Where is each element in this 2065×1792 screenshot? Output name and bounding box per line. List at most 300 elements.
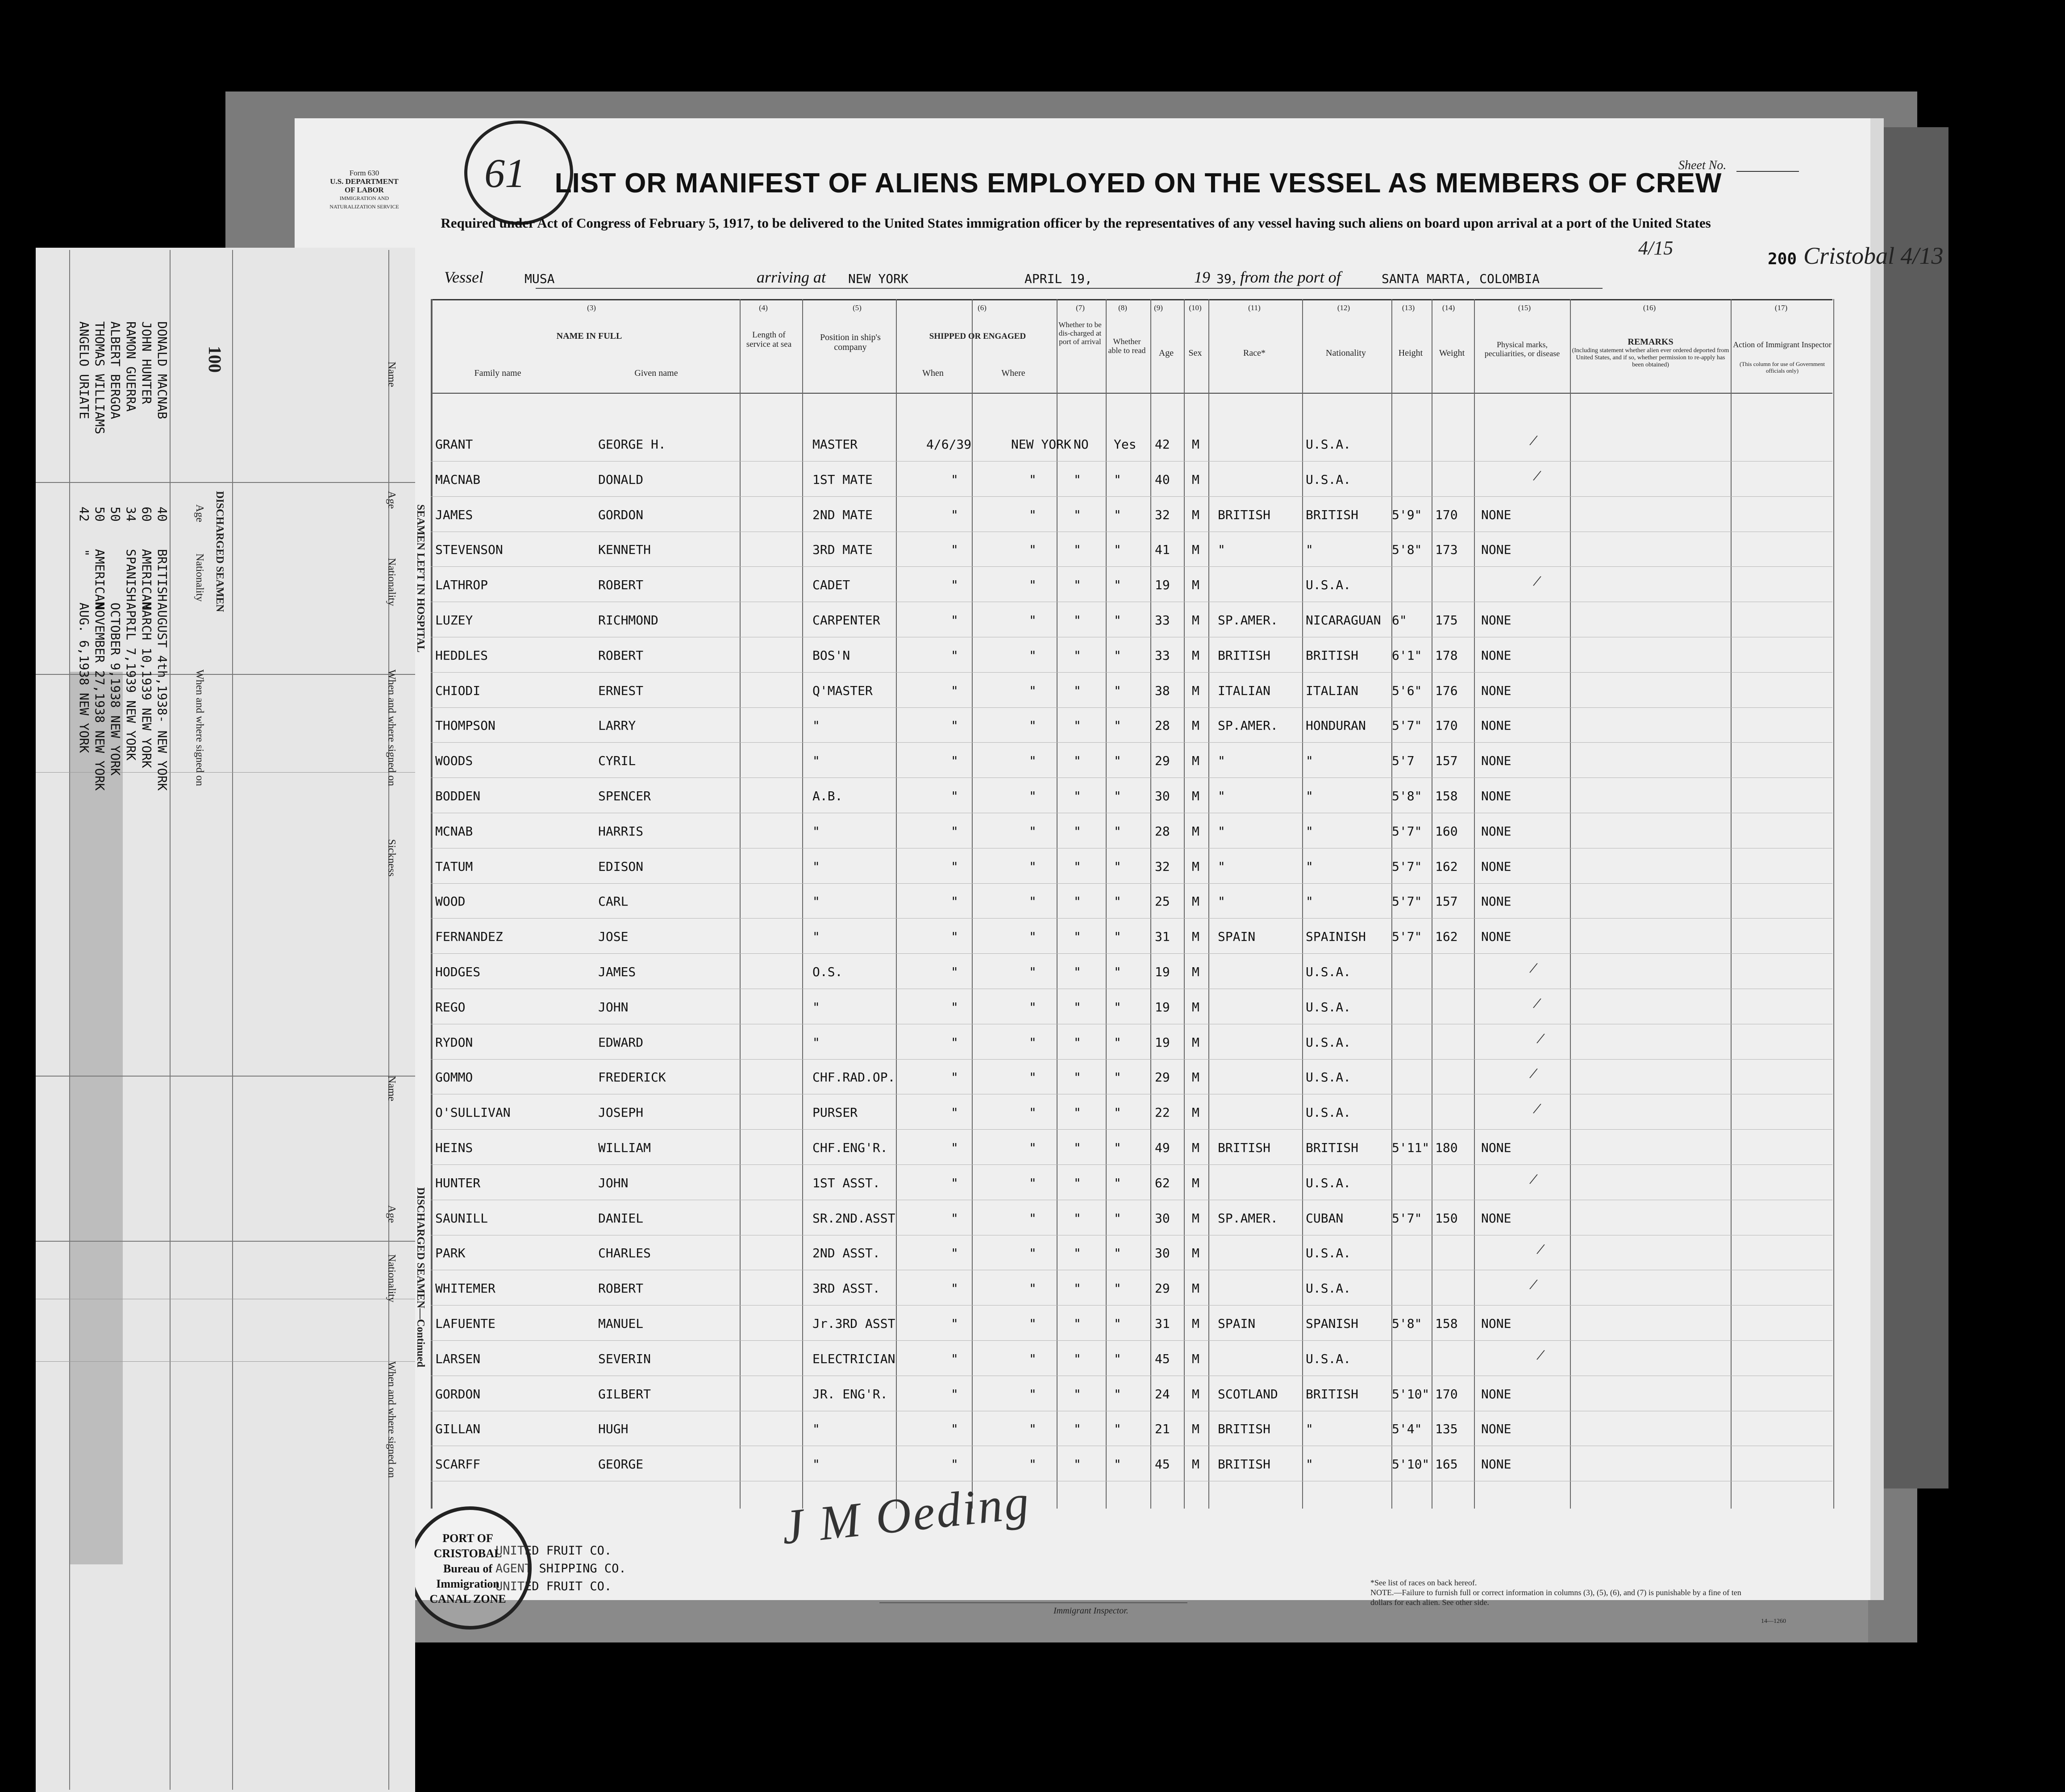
row-rule <box>431 566 1832 567</box>
crew-able-read: " <box>1114 789 1121 803</box>
crew-shipped-where: NEW YORK <box>1011 437 1071 452</box>
crew-race: BRITISH <box>1218 1140 1271 1155</box>
crew-able-read: " <box>1114 1105 1121 1120</box>
crew-shipped-where: " <box>1029 1422 1037 1436</box>
crew-position: MASTER <box>812 437 858 452</box>
crew-sex: M <box>1192 1105 1199 1120</box>
col-where: Where <box>1001 368 1025 378</box>
crew-shipped-where: " <box>1029 1457 1037 1472</box>
crew-age: 32 <box>1155 507 1170 522</box>
crew-able-read: " <box>1114 753 1121 768</box>
crew-shipped-where: " <box>1029 753 1037 768</box>
crew-given-name: CARL <box>598 894 629 909</box>
crew-position: CADET <box>812 578 850 592</box>
crew-family-name: WOOD <box>435 894 466 909</box>
crew-nationality: " <box>1306 1457 1313 1472</box>
crew-race: SCOTLAND <box>1218 1387 1278 1401</box>
crew-height: 5'7" <box>1392 859 1422 874</box>
crew-given-name: DANIEL <box>598 1211 644 1226</box>
hospital-col-age: Age <box>386 491 397 509</box>
form-department-block <box>329 169 400 211</box>
crew-physical: NONE <box>1481 718 1511 733</box>
crew-shipped-where: " <box>1029 542 1037 557</box>
crew-weight: 135 <box>1435 1422 1458 1436</box>
col-num-14: (14) <box>1442 304 1455 312</box>
crew-position: 3RD MATE <box>812 542 873 557</box>
crew-shipped-where: " <box>1029 1105 1037 1120</box>
crew-sex: M <box>1192 965 1199 979</box>
crew-discharged: " <box>1074 1457 1081 1472</box>
crew-given-name: JOSEPH <box>598 1105 644 1120</box>
discharged-signed: APRIL 7,1939 NEW YORK <box>124 603 138 761</box>
crew-sex: M <box>1192 789 1199 803</box>
crew-shipped-where: " <box>1029 1387 1037 1401</box>
crew-discharged: " <box>1074 929 1081 944</box>
crew-sex: M <box>1192 1211 1199 1226</box>
col-num-4: (4) <box>759 304 768 312</box>
crew-weight: 173 <box>1435 542 1458 557</box>
crew-position: " <box>812 929 820 944</box>
crew-position: A.B. <box>812 789 843 803</box>
crew-physical: NONE <box>1481 1140 1511 1155</box>
arriving-label: arriving at <box>757 268 826 286</box>
crew-physical: NONE <box>1481 1316 1511 1331</box>
row-rule <box>431 1164 1832 1165</box>
crew-physical: NONE <box>1481 1211 1511 1226</box>
inspector-check-mark: / <box>1532 571 1543 591</box>
crew-position: 1ST MATE <box>812 472 873 487</box>
crew-age: 19 <box>1155 578 1170 592</box>
crew-height: 5'8" <box>1392 542 1422 557</box>
crew-shipped-where: " <box>1029 1246 1037 1260</box>
crew-nationality: BRITISH <box>1306 507 1359 522</box>
crew-family-name: LARSEN <box>435 1351 481 1366</box>
crew-given-name: EDISON <box>598 859 644 874</box>
crew-sex: M <box>1192 753 1199 768</box>
crew-age: 19 <box>1155 1000 1170 1014</box>
crew-able-read: " <box>1114 1140 1121 1155</box>
inspector-check-mark: / <box>1528 1275 1539 1294</box>
crew-age: 38 <box>1155 683 1170 698</box>
crew-shipped-where: " <box>1029 1211 1037 1226</box>
crew-height: 5'6" <box>1392 683 1422 698</box>
crew-given-name: KENNETH <box>598 542 651 557</box>
row-rule <box>431 742 1832 743</box>
crew-shipped-where: " <box>1029 1000 1037 1014</box>
crew-shipped-when: " <box>951 824 958 839</box>
crew-nationality: SPAINISH <box>1306 929 1366 944</box>
crew-shipped-where: " <box>1029 824 1037 839</box>
crew-nationality: " <box>1306 894 1313 909</box>
crew-race: " <box>1218 824 1225 839</box>
crew-race: BRITISH <box>1218 507 1271 522</box>
crew-nationality: BRITISH <box>1306 648 1359 663</box>
crew-given-name: CYRIL <box>598 753 636 768</box>
crew-physical: NONE <box>1481 507 1511 522</box>
crew-given-name: ERNEST <box>598 683 644 698</box>
crew-able-read: " <box>1114 1000 1121 1014</box>
crew-position: " <box>812 1000 820 1014</box>
crew-sex: M <box>1192 578 1199 592</box>
crew-shipped-when: " <box>951 1351 958 1366</box>
crew-given-name: LARRY <box>598 718 636 733</box>
crew-discharged: NO <box>1074 437 1089 452</box>
crew-nationality: BRITISH <box>1306 1140 1359 1155</box>
crew-physical: NONE <box>1481 929 1511 944</box>
inspector-signature: J M Oeding <box>779 1474 1033 1555</box>
crew-family-name: HUNTER <box>435 1176 481 1190</box>
crew-able-read: " <box>1114 578 1121 592</box>
col-num-15: (15) <box>1518 304 1531 312</box>
crew-family-name: FERNANDEZ <box>435 929 503 944</box>
crew-weight: 158 <box>1435 1316 1458 1331</box>
inspector-check-mark: / <box>1535 1345 1546 1365</box>
inspector-check-mark: / <box>1528 431 1539 450</box>
inspector-check-mark: / <box>1528 958 1539 978</box>
crew-given-name: RICHMOND <box>598 613 658 628</box>
continued-col-signed: When and where signed on <box>386 1361 397 1478</box>
crew-weight: 150 <box>1435 1211 1458 1226</box>
crew-shipped-where: " <box>1029 613 1037 628</box>
discharged-nationality: SPANISH <box>124 549 138 602</box>
crew-shipped-when: " <box>951 542 958 557</box>
discharged-name: ALBERT BERGOA <box>108 321 123 420</box>
crew-nationality: U.S.A. <box>1306 1000 1351 1014</box>
col-remarks: REMARKS <box>1628 337 1674 347</box>
discharged-signed: MARCH 10,1939 NEW YORK <box>139 603 154 768</box>
crew-shipped-where: " <box>1029 648 1037 663</box>
crew-family-name: O'SULLIVAN <box>435 1105 511 1120</box>
crew-nationality: U.S.A. <box>1306 1246 1351 1260</box>
crew-sex: M <box>1192 437 1199 452</box>
crew-shipped-when: 4/6/39 <box>926 437 972 452</box>
crew-shipped-where: " <box>1029 718 1037 733</box>
crew-sex: M <box>1192 1035 1199 1050</box>
left-col-signed: When and where signed on <box>194 669 205 786</box>
crew-shipped-when: " <box>951 1211 958 1226</box>
continued-col-name: Name <box>386 1076 397 1102</box>
crew-able-read: " <box>1114 1281 1121 1296</box>
row-rule <box>431 918 1832 919</box>
crew-family-name: STEVENSON <box>435 542 503 557</box>
col-num-10: (10) <box>1189 304 1202 312</box>
col-position: Position in ship's company <box>820 333 881 352</box>
crew-age: 30 <box>1155 1211 1170 1226</box>
crew-family-name: WHITEMER <box>435 1281 495 1296</box>
row-rule <box>431 496 1832 497</box>
crew-age: 33 <box>1155 613 1170 628</box>
crew-age: 29 <box>1155 1281 1170 1296</box>
discharged-age: 34 <box>124 507 138 522</box>
discharged-name: DONALD MACNAB <box>155 321 170 420</box>
inspector-check-mark: / <box>1528 1064 1539 1083</box>
crew-able-read: " <box>1114 859 1121 874</box>
crew-position: Jr.3RD ASST <box>812 1316 895 1331</box>
crew-shipped-when: " <box>951 472 958 487</box>
crew-able-read: " <box>1114 824 1121 839</box>
from-port-label: , from the port of <box>1232 268 1341 286</box>
crew-shipped-where: " <box>1029 507 1037 522</box>
discharged-signed: OCTOBER 9,1938 NEW YORK <box>108 603 123 776</box>
crew-shipped-when: " <box>951 789 958 803</box>
crew-weight: 160 <box>1435 824 1458 839</box>
crew-race: BRITISH <box>1218 648 1271 663</box>
crew-height: 5'10" <box>1392 1457 1430 1472</box>
crew-given-name: GORDON <box>598 507 644 522</box>
handwritten-note-port: Cristobal 4/13 <box>1803 242 1944 269</box>
crew-shipped-where: " <box>1029 929 1037 944</box>
crew-family-name: SCARFF <box>435 1457 481 1472</box>
crew-able-read: " <box>1114 472 1121 487</box>
crew-shipped-when: " <box>951 1281 958 1296</box>
company-line-3: UNITED FRUIT CO. <box>495 1580 612 1593</box>
crew-family-name: PARK <box>435 1246 466 1260</box>
crew-discharged: " <box>1074 1105 1081 1120</box>
hospital-col-nationality: Nationality <box>386 558 397 606</box>
crew-nationality: U.S.A. <box>1306 1281 1351 1296</box>
crew-able-read: " <box>1114 1035 1121 1050</box>
crew-discharged: " <box>1074 1140 1081 1155</box>
crew-height: 5'8" <box>1392 789 1422 803</box>
crew-given-name: JOHN <box>598 1000 629 1014</box>
crew-nationality: ITALIAN <box>1306 683 1359 698</box>
crew-given-name: GILBERT <box>598 1387 651 1401</box>
crew-age: 31 <box>1155 1316 1170 1331</box>
arriving-port: NEW YORK <box>848 271 908 286</box>
row-rule <box>431 953 1832 954</box>
crew-given-name: CHARLES <box>598 1246 651 1260</box>
crew-sex: M <box>1192 859 1199 874</box>
col-num-11: (11) <box>1248 304 1261 312</box>
crew-age: 19 <box>1155 965 1170 979</box>
crew-position: Q'MASTER <box>812 683 873 698</box>
crew-height: 5'11" <box>1392 1140 1430 1155</box>
crew-age: 25 <box>1155 894 1170 909</box>
crew-race: SPAIN <box>1218 929 1256 944</box>
crew-able-read: " <box>1114 1316 1121 1331</box>
crew-race: BRITISH <box>1218 1457 1271 1472</box>
crew-weight: 170 <box>1435 507 1458 522</box>
col-num-9: (9) <box>1154 304 1163 312</box>
crew-family-name: LATHROP <box>435 578 488 592</box>
crew-given-name: SEVERIN <box>598 1351 651 1366</box>
crew-able-read: " <box>1114 507 1121 522</box>
crew-sex: M <box>1192 1281 1199 1296</box>
crew-sex: M <box>1192 472 1199 487</box>
crew-sex: M <box>1192 894 1199 909</box>
crew-shipped-when: " <box>951 1387 958 1401</box>
crew-able-read: " <box>1114 648 1121 663</box>
crew-shipped-when: " <box>951 859 958 874</box>
crew-able-read: " <box>1114 718 1121 733</box>
crew-position: " <box>812 1457 820 1472</box>
year-suffix: 39 <box>1216 271 1232 286</box>
crew-able-read: " <box>1114 1422 1121 1436</box>
col-length-service: Length of service at sea <box>746 330 792 349</box>
crew-discharged: " <box>1074 648 1081 663</box>
crew-position: 1ST ASST. <box>812 1176 880 1190</box>
crew-position: 3RD ASST. <box>812 1281 880 1296</box>
footnote <box>1370 1578 1745 1607</box>
crew-given-name: GEORGE H. <box>598 437 666 452</box>
crew-position: " <box>812 894 820 909</box>
crew-family-name: WOODS <box>435 753 473 768</box>
crew-shipped-when: " <box>951 718 958 733</box>
crew-height: 5'7" <box>1392 824 1422 839</box>
crew-family-name: CHIODI <box>435 683 481 698</box>
crew-weight: 175 <box>1435 613 1458 628</box>
col-num-5: (5) <box>853 304 862 312</box>
crew-physical: NONE <box>1481 1422 1511 1436</box>
crew-given-name: HARRIS <box>598 824 644 839</box>
col-action-sub: (This column for use of Government officials only) <box>1740 361 1825 374</box>
crew-weight: 170 <box>1435 1387 1458 1401</box>
crew-race: ITALIAN <box>1218 683 1271 698</box>
crew-shipped-where: " <box>1029 1176 1037 1190</box>
row-rule <box>431 1129 1832 1130</box>
row-rule <box>431 883 1832 884</box>
crew-given-name: GEORGE <box>598 1457 644 1472</box>
continued-title: DISCHARGED SEAMEN—Continued <box>415 1187 426 1368</box>
crew-shipped-where: " <box>1029 859 1037 874</box>
crew-given-name: JOHN <box>598 1176 629 1190</box>
vessel-underline <box>536 288 1603 289</box>
crew-age: 33 <box>1155 648 1170 663</box>
crew-discharged: " <box>1074 1211 1081 1226</box>
crew-discharged: " <box>1074 753 1081 768</box>
crew-height: 5'7" <box>1392 894 1422 909</box>
crew-shipped-when: " <box>951 578 958 592</box>
col-num-13: (13) <box>1402 304 1415 312</box>
crew-position: PURSER <box>812 1105 858 1120</box>
crew-discharged: " <box>1074 1246 1081 1260</box>
crew-sex: M <box>1192 824 1199 839</box>
footnote-races: *See list of races on back hereof. <box>1370 1578 1477 1587</box>
crew-able-read: Yes <box>1114 437 1137 452</box>
crew-nationality: " <box>1306 789 1313 803</box>
crew-family-name: JAMES <box>435 507 473 522</box>
crew-nationality: U.S.A. <box>1306 472 1351 487</box>
crew-given-name: ROBERT <box>598 578 644 592</box>
crew-position: BOS'N <box>812 648 850 663</box>
crew-able-read: " <box>1114 683 1121 698</box>
crew-family-name: BODDEN <box>435 789 481 803</box>
crew-shipped-when: " <box>951 1176 958 1190</box>
crew-position: SR.2ND.ASST <box>812 1211 895 1226</box>
hospital-col-sickness: Sickness <box>386 839 397 877</box>
crew-family-name: RYDON <box>435 1035 473 1050</box>
crew-discharged: " <box>1074 578 1081 592</box>
crew-position: " <box>812 824 820 839</box>
crew-height: 5'7" <box>1392 718 1422 733</box>
crew-sex: M <box>1192 1422 1199 1436</box>
discharged-title: DISCHARGED SEAMEN <box>214 491 225 612</box>
row-rule <box>431 461 1832 462</box>
crew-height: 5'4" <box>1392 1422 1422 1436</box>
crew-family-name: HODGES <box>435 965 481 979</box>
crew-age: 29 <box>1155 753 1170 768</box>
crew-discharged: " <box>1074 789 1081 803</box>
left-col-age: Age <box>194 504 205 522</box>
crew-given-name: WILLIAM <box>598 1140 651 1155</box>
crew-height: 5'8" <box>1392 1316 1422 1331</box>
crew-weight: 162 <box>1435 929 1458 944</box>
crew-shipped-when: " <box>951 1457 958 1472</box>
crew-sex: M <box>1192 613 1199 628</box>
row-rule <box>431 1340 1832 1341</box>
crew-age: 28 <box>1155 824 1170 839</box>
discharged-name: RAMON GUERRA <box>124 321 138 412</box>
crew-shipped-where: " <box>1029 894 1037 909</box>
inspector-check-mark: / <box>1532 466 1543 486</box>
crew-shipped-when: " <box>951 1035 958 1050</box>
crew-able-read: " <box>1114 1070 1121 1085</box>
vessel-label: Vessel <box>444 268 483 286</box>
page-subtitle: Required under Act of Congress of February 5, 1917, to be delivered to the United States immigration officer by the representatives of any vessel having such aliens on board upon arrival at a port of the United States <box>441 215 1711 231</box>
crew-race: " <box>1218 753 1225 768</box>
crew-age: 31 <box>1155 929 1170 944</box>
crew-age: 22 <box>1155 1105 1170 1120</box>
discharged-signed: AUG. 6,1938 NEW YORK <box>77 603 92 753</box>
crew-position: O.S. <box>812 965 843 979</box>
crew-sex: M <box>1192 542 1199 557</box>
crew-sex: M <box>1192 507 1199 522</box>
form-number: Form 630 <box>349 169 379 177</box>
crew-height: 5'7 <box>1392 753 1415 768</box>
crew-position: " <box>812 718 820 733</box>
col-family-name: Family name <box>474 368 521 378</box>
crew-family-name: HEINS <box>435 1140 473 1155</box>
col-num-17: (17) <box>1774 304 1788 312</box>
crew-given-name: SPENCER <box>598 789 651 803</box>
row-rule <box>431 672 1832 673</box>
crew-shipped-where: " <box>1029 472 1037 487</box>
col-given-name: Given name <box>634 368 678 378</box>
crew-nationality: U.S.A. <box>1306 965 1351 979</box>
crew-shipped-where: " <box>1029 578 1037 592</box>
left-col-nationality: Nationality <box>194 553 205 602</box>
crew-age: 62 <box>1155 1176 1170 1190</box>
crew-sex: M <box>1192 718 1199 733</box>
crew-given-name: DONALD <box>598 472 644 487</box>
crew-race: " <box>1218 859 1225 874</box>
crew-age: 45 <box>1155 1457 1170 1472</box>
crew-nationality: " <box>1306 542 1313 557</box>
hospital-col-signed: When and where signed on <box>386 669 397 786</box>
col-able-read: Whether able to read <box>1108 337 1146 355</box>
crew-height: 5'7" <box>1392 1211 1422 1226</box>
crew-nationality: U.S.A. <box>1306 578 1351 592</box>
crew-physical: NONE <box>1481 789 1511 803</box>
crew-age: 24 <box>1155 1387 1170 1401</box>
crew-sex: M <box>1192 1457 1199 1472</box>
col-physical: Physical marks, peculiarities, or disease <box>1484 340 1560 358</box>
crew-shipped-where: " <box>1029 965 1037 979</box>
discharged-age: 40 <box>155 507 170 522</box>
crew-discharged: " <box>1074 1035 1081 1050</box>
crew-nationality: NICARAGUAN <box>1306 613 1381 628</box>
crew-shipped-when: " <box>951 648 958 663</box>
discharged-age: 60 <box>139 507 154 522</box>
crew-given-name: ROBERT <box>598 1281 644 1296</box>
crew-discharged: " <box>1074 542 1081 557</box>
crew-age: 28 <box>1155 718 1170 733</box>
crew-physical: NONE <box>1481 753 1511 768</box>
crew-given-name: HUGH <box>598 1422 629 1436</box>
crew-shipped-when: " <box>951 507 958 522</box>
crew-given-name: EDWARD <box>598 1035 644 1050</box>
col-num-6: (6) <box>978 304 987 312</box>
